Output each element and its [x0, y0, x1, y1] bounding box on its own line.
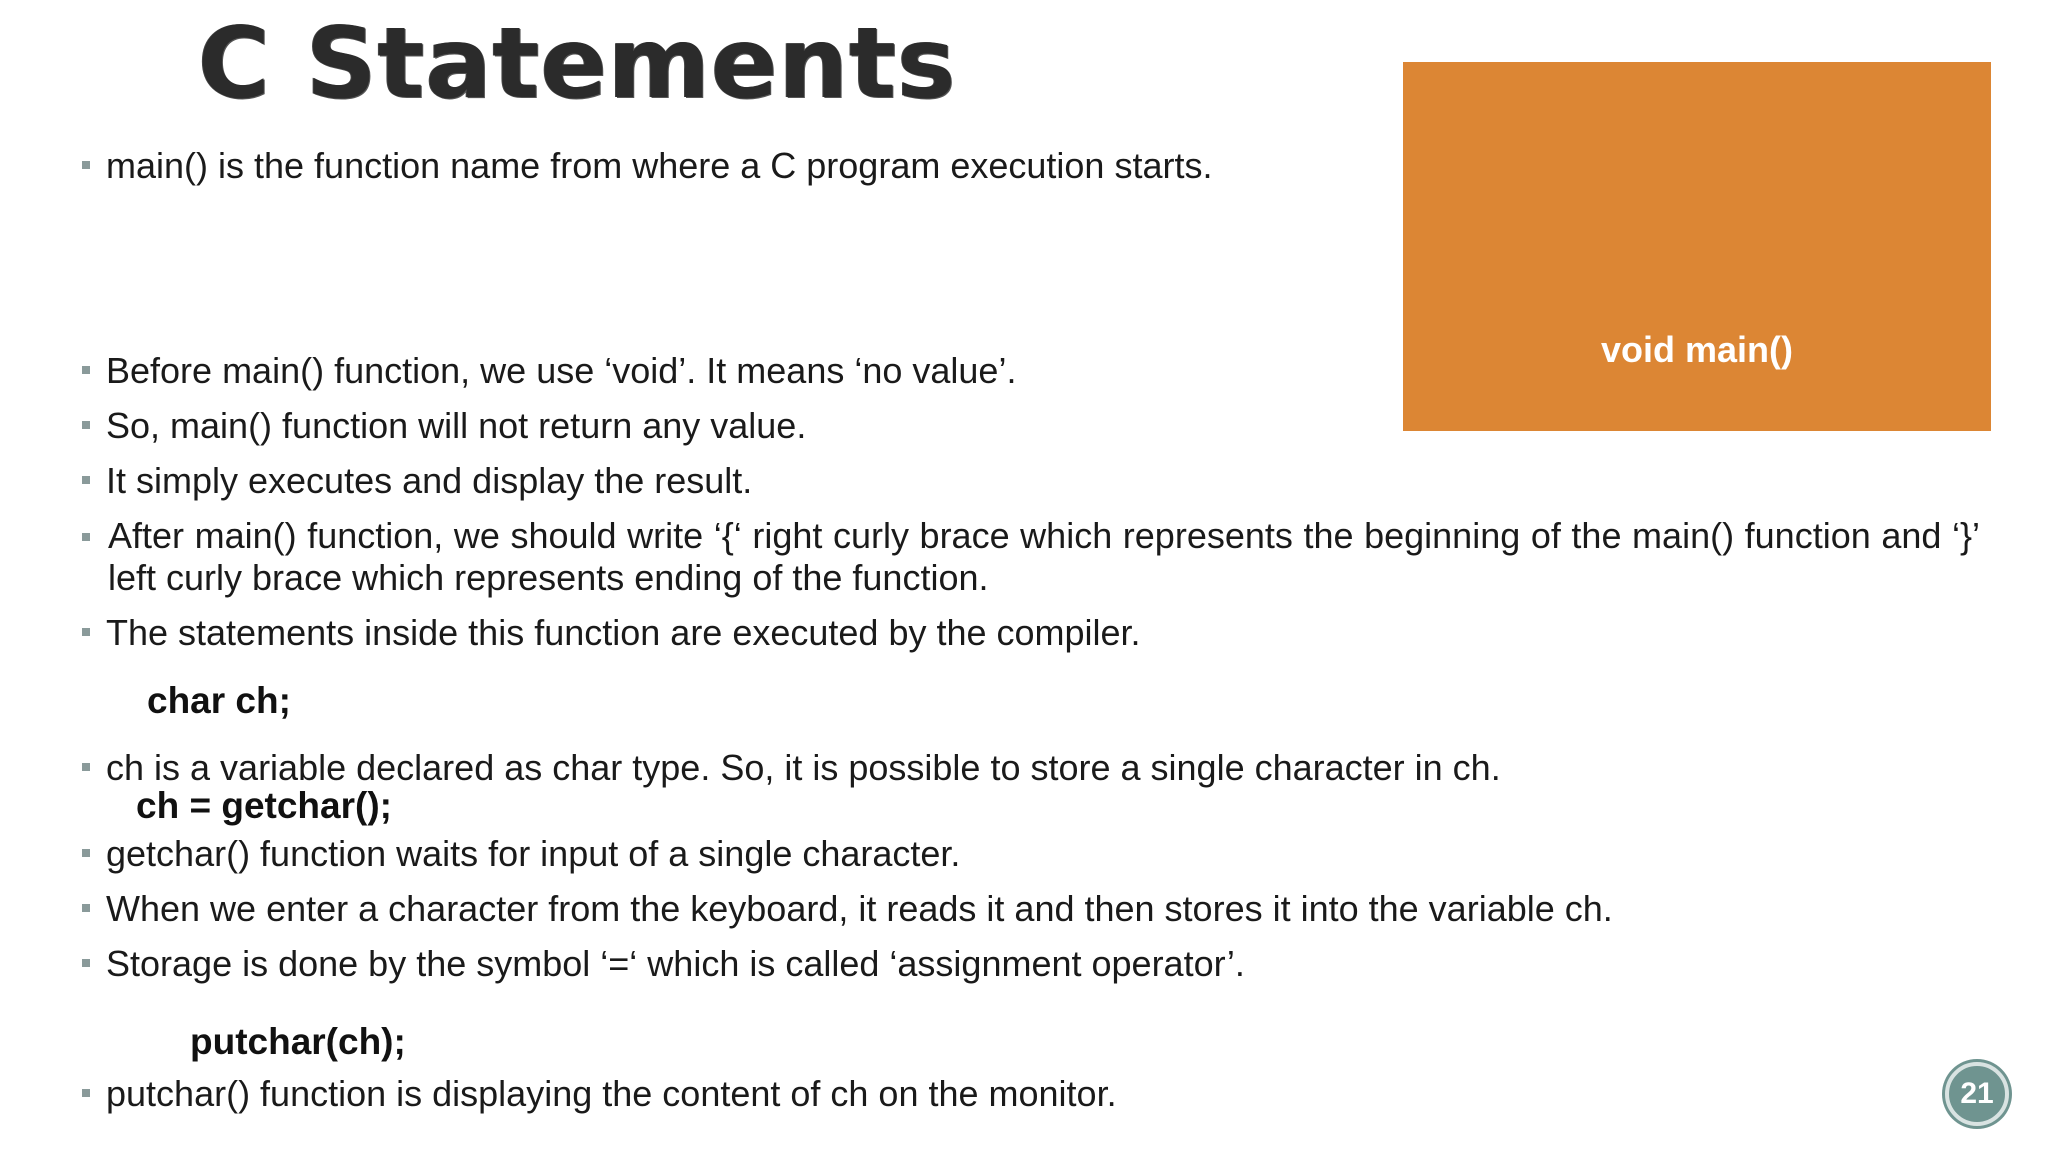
bullet-item	[82, 1073, 1117, 1115]
bullet-text: After main() function, we should write ‘{‘ right curly brace which represents the beginning of the main() function and ‘}’ left curly brace which represents ending of the function.	[108, 515, 1980, 598]
bullet-marker-icon	[82, 904, 90, 912]
bullet-marker-icon	[82, 628, 90, 636]
bullet-item	[82, 515, 1980, 599]
bullet-marker-icon	[82, 849, 90, 857]
bullet-item	[82, 350, 1016, 392]
bullet-text: So, main() function will not return any value.	[106, 405, 807, 446]
bullet-text: Before main() function, we use ‘void’. It means ‘no value’.	[106, 350, 1017, 391]
page-number-badge: 21	[1945, 1062, 2009, 1126]
void-main-label: void main()	[1600, 329, 1793, 370]
bullet-text: main() is the function name from where a C program execution starts.	[106, 145, 1213, 186]
bullet-text: ch is a variable declared as char type. So, it is possible to store a single character in ch.	[106, 747, 1501, 788]
bullet-marker-icon	[82, 476, 90, 484]
bullet-text: getchar() function waits for input of a single character.	[106, 833, 961, 874]
bullet-text: The statements inside this function are executed by the compiler.	[106, 612, 1141, 653]
bullet-item	[82, 943, 1245, 985]
bullet-marker-icon	[82, 959, 90, 967]
code-char-declaration: char ch;	[147, 680, 291, 721]
bullet-marker-icon	[82, 366, 90, 374]
bullet-marker-icon	[82, 1089, 90, 1097]
bullet-text: Storage is done by the symbol ‘=‘ which is called ‘assignment operator’.	[106, 943, 1245, 984]
bullet-text: It simply executes and display the result.	[106, 460, 753, 501]
bullet-item	[82, 460, 752, 502]
bullet-text: putchar() function is displaying the content of ch on the monitor.	[106, 1073, 1117, 1114]
code-getchar-statement: ch = getchar();	[136, 785, 392, 826]
bullet-item	[82, 405, 806, 447]
slide-title: C Statements	[198, 7, 957, 121]
bullet-marker-icon	[82, 533, 90, 541]
bullet-marker-icon	[82, 161, 90, 169]
code-putchar-statement: putchar(ch);	[190, 1021, 406, 1062]
bullet-text: When we enter a character from the keyboard, it reads it and then stores it into the variable ch.	[106, 888, 1613, 929]
bullet-marker-icon	[82, 763, 90, 771]
void-main-box	[1403, 62, 1991, 431]
bullet-item	[82, 145, 1212, 187]
bullet-item	[82, 888, 1613, 930]
bullet-item	[82, 612, 1141, 654]
bullet-marker-icon	[82, 421, 90, 429]
bullet-item	[82, 833, 960, 875]
bullet-item	[82, 747, 1501, 789]
